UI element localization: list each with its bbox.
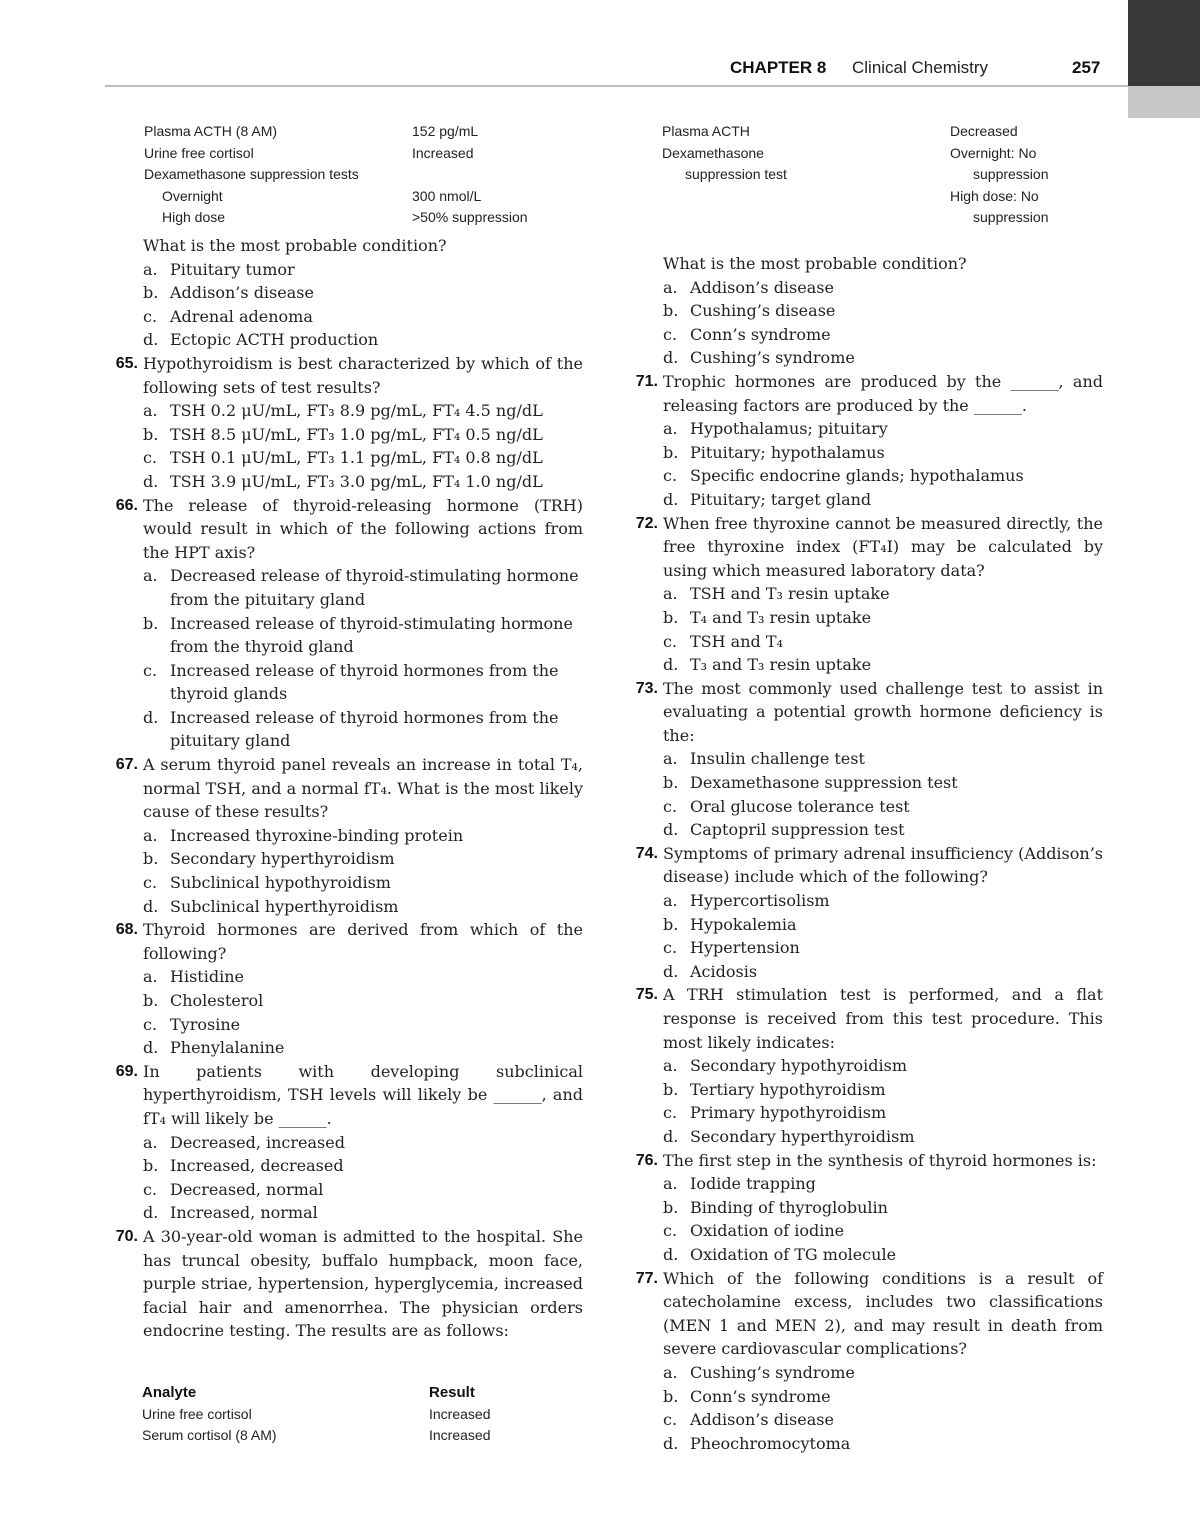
option-text: Pituitary; target gland — [690, 489, 872, 509]
option-text: TSH 0.2 μU/mL, FT₃ 8.9 pg/mL, FT₄ 4.5 ng/dL — [170, 401, 543, 421]
option-text: Conn’s syndrome — [690, 1386, 831, 1406]
question-stem: A serum thyroid panel reveals an increase in total T₄, normal TSH, and a normal fT₄. What is the most likely cause of these results? — [143, 755, 583, 822]
option-letter: b. — [143, 424, 159, 444]
option-letter: c. — [663, 324, 678, 344]
answer-option[interactable] — [143, 1013, 583, 1037]
question-stem: Trophic hormones are produced by the ______, and releasing factors are produced by the ______. — [663, 371, 1103, 415]
answer-option[interactable] — [663, 417, 1103, 441]
option-letter: d. — [143, 330, 159, 350]
answer-option[interactable] — [663, 747, 1103, 771]
answer-option[interactable] — [663, 795, 1103, 819]
table-header: Result — [429, 1384, 475, 1401]
option-letter: d. — [663, 1126, 679, 1146]
option-letter: a. — [663, 419, 678, 439]
answer-option[interactable] — [143, 1201, 583, 1225]
answer-option[interactable] — [143, 305, 583, 329]
option-letter: b. — [663, 301, 679, 321]
lab-table-bottom-left — [142, 1382, 491, 1447]
option-text: Decreased, normal — [170, 1179, 324, 1199]
option-letter: a. — [663, 584, 678, 604]
answer-option[interactable] — [143, 706, 583, 753]
table-cell: Decreased — [950, 123, 1018, 139]
question-stem: What is the most probable condition? — [143, 236, 447, 255]
question-64-continued — [105, 234, 583, 352]
table-cell: Serum cortisol (8 AM) — [142, 1427, 277, 1443]
question-number: 76. — [635, 1151, 658, 1169]
option-text: Increased thyroxine-binding protein — [170, 825, 464, 845]
lab-table-top-left — [144, 121, 528, 229]
option-text: TSH and T₄ — [690, 631, 783, 651]
answer-option[interactable] — [663, 1361, 1103, 1385]
answer-option[interactable] — [143, 612, 583, 659]
table-cell: 152 pg/mL — [412, 123, 479, 139]
answer-option[interactable] — [663, 913, 1103, 937]
option-letter: d. — [143, 471, 159, 491]
option-letter: a. — [663, 749, 678, 769]
option-letter: c. — [663, 1221, 678, 1241]
option-text: Hypercortisolism — [690, 891, 830, 911]
option-letter: c. — [143, 1179, 158, 1199]
answer-option[interactable] — [663, 1172, 1103, 1196]
table-row — [662, 164, 1049, 186]
option-letter: d. — [143, 707, 159, 727]
answer-option[interactable] — [143, 847, 583, 871]
question-stem: Which of the following conditions is a result of catecholamine excess, includes two classifications (MEN 1 and MEN 2), and may result in death from severe cardiovascular complications? — [663, 1268, 1103, 1359]
question-stem: The first step in the synthesis of thyroid hormones is: — [663, 1150, 1097, 1170]
option-text: Tyrosine — [170, 1014, 241, 1034]
option-letter: b. — [143, 1156, 159, 1176]
option-text: Increased release of thyroid-stimulating hormone from the thyroid gland — [170, 613, 573, 657]
option-letter: d. — [663, 820, 679, 840]
option-letter: a. — [143, 566, 158, 586]
question-number: 66. — [115, 496, 138, 514]
question-stem: Hypothyroidism is best characterized by which of the following sets of test results? — [143, 353, 583, 397]
option-text: Pheochromocytoma — [690, 1433, 851, 1453]
table-cell: Urine free cortisol — [144, 144, 254, 161]
answer-option[interactable] — [663, 276, 1103, 300]
answer-option[interactable] — [663, 960, 1103, 984]
answer-option[interactable] — [663, 1385, 1103, 1409]
question-77 — [625, 1267, 1103, 1456]
answer-option[interactable] — [143, 824, 583, 848]
answer-option[interactable] — [143, 965, 583, 989]
option-text: Phenylalanine — [170, 1038, 285, 1058]
option-text: TSH 0.1 μU/mL, FT₃ 1.1 pg/mL, FT₄ 0.8 ng/dL — [170, 448, 543, 468]
question-number: 71. — [635, 372, 658, 390]
option-letter: a. — [143, 967, 158, 987]
table-row — [662, 143, 1037, 165]
option-text: Iodide trapping — [690, 1174, 816, 1194]
option-letter: d. — [663, 961, 679, 981]
table-row — [662, 186, 1039, 208]
option-letter: d. — [143, 1203, 159, 1223]
table-cell: High dose — [162, 209, 226, 225]
right-column — [625, 252, 1103, 1455]
option-letter: d. — [663, 655, 679, 675]
answer-option[interactable] — [663, 1243, 1103, 1267]
answer-option[interactable] — [663, 606, 1103, 630]
question-76 — [625, 1149, 1103, 1267]
answer-option[interactable] — [143, 328, 583, 352]
table-header-row — [142, 1382, 475, 1404]
table-cell: Dexamethasone — [662, 144, 764, 161]
option-text: Ectopic ACTH production — [170, 330, 379, 350]
answer-option[interactable] — [663, 1408, 1103, 1432]
table-cell: Increased — [429, 1405, 491, 1422]
option-text: Cushing’s syndrome — [690, 348, 855, 368]
question-stem: A 30-year-old woman is admitted to the hospital. She has truncal obesity, buffalo humpback, moon face, purple striae, hypertension, hyperglycemia, increased facial hair and amenorrhea. The physician orders endocrine testing. The results are as follows: — [143, 1226, 583, 1341]
table-row — [144, 164, 359, 186]
option-letter: d. — [663, 489, 679, 509]
option-text: Captopril suppression test — [690, 820, 905, 840]
option-text: Pituitary tumor — [170, 259, 295, 279]
option-text: T₃ and T₃ resin uptake — [690, 655, 872, 675]
option-text: Insulin challenge test — [690, 749, 865, 769]
table-cell: 300 nmol/L — [412, 187, 482, 204]
answer-option[interactable] — [663, 1101, 1103, 1125]
answer-option[interactable] — [663, 299, 1103, 323]
option-text: Decreased, increased — [170, 1132, 345, 1152]
question-66 — [105, 494, 583, 754]
answer-option[interactable] — [663, 818, 1103, 842]
answer-option[interactable] — [663, 771, 1103, 795]
option-text: Primary hypothyroidism — [690, 1103, 887, 1123]
option-letter: c. — [663, 1410, 678, 1430]
option-text: Conn’s syndrome — [690, 324, 831, 344]
table-cell: >50% suppression — [412, 209, 528, 225]
question-75 — [625, 983, 1103, 1148]
question-number: 70. — [115, 1227, 138, 1245]
option-letter: d. — [143, 896, 159, 916]
answer-option[interactable] — [663, 630, 1103, 654]
question-stem: The release of thyroid-releasing hormone (TRH) would result in which of the following actions from the HPT axis? — [143, 495, 583, 562]
option-text: Hypertension — [690, 938, 800, 958]
option-text: Oral glucose tolerance test — [690, 796, 910, 816]
option-letter: c. — [663, 796, 678, 816]
question-stem: A TRH stimulation test is performed, and a flat response is received from this test procedure. This most likely indicates: — [663, 985, 1103, 1052]
question-number: 69. — [115, 1062, 138, 1080]
question-70-continued — [625, 252, 1103, 370]
option-letter: b. — [663, 1079, 679, 1099]
table-row — [662, 207, 1049, 229]
header-rule — [105, 85, 1128, 87]
question-number: 74. — [635, 844, 658, 862]
answer-option[interactable] — [663, 889, 1103, 913]
table-cell: suppression — [973, 209, 1049, 225]
lab-table-top-right — [662, 121, 1049, 229]
table-row — [144, 207, 528, 229]
table-row — [142, 1404, 491, 1426]
option-text: Subclinical hypothyroidism — [170, 873, 391, 893]
answer-option[interactable] — [143, 1154, 583, 1178]
question-number: 75. — [635, 986, 658, 1004]
chapter-tab-light — [1128, 86, 1200, 118]
option-text: Tertiary hypothyroidism — [690, 1079, 886, 1099]
chapter-label: CHAPTER 8 — [730, 58, 827, 77]
answer-option[interactable] — [663, 936, 1103, 960]
option-letter: a. — [663, 891, 678, 911]
option-letter: b. — [663, 914, 679, 934]
option-letter: d. — [143, 1038, 159, 1058]
option-letter: d. — [663, 1433, 679, 1453]
option-letter: a. — [143, 401, 158, 421]
option-text: Subclinical hyperthyroidism — [170, 896, 399, 916]
option-letter: a. — [663, 1056, 678, 1076]
option-text: T₄ and T₃ resin uptake — [690, 607, 872, 627]
option-text: Adrenal adenoma — [170, 306, 313, 326]
answer-option[interactable] — [143, 871, 583, 895]
option-text: Pituitary; hypothalamus — [690, 442, 885, 462]
option-letter: b. — [143, 849, 159, 869]
left-column — [105, 234, 583, 1343]
answer-option[interactable] — [663, 1125, 1103, 1149]
option-letter: b. — [143, 991, 159, 1010]
answer-option[interactable] — [143, 281, 583, 305]
question-68 — [105, 918, 583, 1060]
option-letter: c. — [663, 631, 678, 651]
option-text: Oxidation of TG molecule — [690, 1244, 897, 1264]
table-cell: suppression test — [685, 166, 787, 182]
option-letter: b. — [663, 442, 679, 462]
option-text: Secondary hyperthyroidism — [690, 1126, 915, 1146]
table-row — [144, 121, 479, 143]
question-69 — [105, 1060, 583, 1225]
answer-option[interactable] — [663, 582, 1103, 606]
page-number: 257 — [1072, 58, 1101, 77]
answer-option[interactable] — [143, 989, 583, 1013]
table-cell: suppression — [973, 166, 1049, 182]
question-stem: Symptoms of primary adrenal insufficiency (Addison’s disease) include which of the following? — [663, 843, 1103, 887]
option-letter: a. — [143, 1132, 158, 1152]
answer-option[interactable] — [663, 1054, 1103, 1078]
table-header: Analyte — [142, 1384, 197, 1401]
option-letter: b. — [143, 613, 159, 633]
option-letter: c. — [143, 306, 158, 326]
option-text: TSH 8.5 μU/mL, FT₃ 1.0 pg/mL, FT₄ 0.5 ng/dL — [170, 424, 543, 444]
answer-option[interactable] — [143, 1036, 583, 1060]
question-70 — [105, 1225, 583, 1343]
answer-option[interactable] — [663, 346, 1103, 370]
option-letter: b. — [663, 607, 679, 627]
option-text: Cushing’s disease — [690, 301, 836, 321]
option-text: Secondary hyperthyroidism — [170, 849, 395, 869]
answer-option[interactable] — [143, 423, 583, 447]
option-letter: b. — [663, 1197, 679, 1217]
option-text: Cholesterol — [170, 991, 264, 1010]
question-73 — [625, 677, 1103, 842]
answer-option[interactable] — [663, 441, 1103, 465]
option-text: TSH 3.9 μU/mL, FT₃ 3.0 pg/mL, FT₄ 1.0 ng/dL — [170, 471, 543, 491]
option-text: Increased release of thyroid hormones from the pituitary gland — [170, 707, 559, 751]
answer-option[interactable] — [143, 470, 583, 494]
table-cell: Urine free cortisol — [142, 1405, 252, 1422]
option-text: Increased, normal — [170, 1203, 318, 1223]
option-text: Cushing’s syndrome — [690, 1362, 855, 1382]
option-text: Dexamethasone suppression test — [690, 773, 958, 793]
table-row — [144, 186, 482, 208]
option-letter: b. — [663, 1386, 679, 1406]
answer-option[interactable] — [663, 1078, 1103, 1102]
question-stem: Thyroid hormones are derived from which of the following? — [143, 920, 583, 963]
option-text: Histidine — [170, 967, 244, 987]
option-letter: a. — [143, 259, 158, 279]
option-letter: b. — [663, 773, 679, 793]
option-text: Oxidation of iodine — [690, 1221, 845, 1241]
question-71 — [625, 370, 1103, 512]
option-letter: a. — [663, 277, 678, 297]
question-number: 67. — [115, 756, 138, 774]
option-letter: a. — [663, 1174, 678, 1194]
answer-option[interactable] — [663, 488, 1103, 512]
answer-option[interactable] — [663, 1196, 1103, 1220]
table-cell: High dose: No — [950, 187, 1039, 204]
answer-option[interactable] — [143, 1131, 583, 1155]
table-row — [142, 1425, 491, 1447]
option-letter: d. — [663, 1244, 679, 1264]
option-text: Increased, decreased — [170, 1156, 344, 1176]
option-text: Increased release of thyroid hormones from the thyroid glands — [170, 660, 559, 704]
answer-option[interactable] — [143, 659, 583, 706]
answer-option[interactable] — [143, 1178, 583, 1202]
answer-option[interactable] — [663, 1219, 1103, 1243]
answer-option[interactable] — [143, 399, 583, 423]
answer-option[interactable] — [143, 564, 583, 611]
option-letter: a. — [663, 1362, 678, 1382]
option-letter: c. — [663, 1103, 678, 1123]
option-letter: d. — [663, 348, 679, 368]
answer-option[interactable] — [663, 464, 1103, 488]
answer-option[interactable] — [663, 653, 1103, 677]
question-72 — [625, 512, 1103, 677]
table-row — [144, 143, 474, 165]
question-number: 73. — [635, 679, 658, 697]
option-text: Hypothalamus; pituitary — [690, 419, 888, 439]
option-text: Addison’s disease — [690, 277, 834, 297]
answer-option[interactable] — [143, 258, 583, 282]
table-cell: Overnight — [162, 187, 223, 204]
question-number: 77. — [635, 1269, 658, 1287]
question-number: 72. — [635, 514, 658, 532]
option-text: Hypokalemia — [690, 914, 797, 934]
option-text: TSH and T₃ resin uptake — [690, 584, 890, 604]
option-text: Secondary hypothyroidism — [690, 1056, 908, 1076]
option-text: Addison’s disease — [170, 283, 314, 303]
question-74 — [625, 842, 1103, 984]
option-text: Specific endocrine glands; hypothalamus — [690, 466, 1024, 486]
table-cell: Plasma ACTH (8 AM) — [144, 123, 278, 139]
question-65 — [105, 352, 583, 494]
option-letter: c. — [143, 660, 158, 680]
option-text: Acidosis — [690, 961, 758, 981]
answer-option[interactable] — [663, 1432, 1103, 1456]
answer-option[interactable] — [143, 446, 583, 470]
answer-option[interactable] — [663, 323, 1103, 347]
table-row — [662, 121, 1018, 143]
table-cell: Dexamethasone suppression tests — [144, 166, 359, 182]
answer-option[interactable] — [143, 895, 583, 919]
question-stem: In patients with developing subclinical hyperthyroidism, TSH levels will likely be ______, and fT₄ will likely be ______. — [143, 1061, 583, 1128]
table-cell: Increased — [412, 144, 474, 161]
option-text: Binding of thyroglobulin — [690, 1197, 888, 1217]
option-letter: b. — [143, 283, 159, 303]
option-letter: c. — [143, 1014, 158, 1034]
question-67 — [105, 753, 583, 918]
chapter-tab-dark — [1128, 0, 1200, 86]
option-letter: c. — [663, 938, 678, 958]
question-stem: The most commonly used challenge test to assist in evaluating a potential growth hormone deficiency is the: — [663, 678, 1103, 745]
table-cell: Plasma ACTH — [662, 123, 750, 139]
question-number: 68. — [115, 921, 138, 939]
option-letter: c. — [663, 466, 678, 486]
table-cell: Overnight: No — [950, 144, 1037, 161]
option-letter: c. — [143, 448, 158, 468]
option-text: Decreased release of thyroid-stimulating hormone from the pituitary gland — [170, 566, 579, 609]
question-number: 65. — [115, 354, 138, 372]
option-text: Addison’s disease — [690, 1410, 834, 1430]
question-stem: What is the most probable condition? — [663, 254, 967, 273]
chapter-title: Clinical Chemistry — [852, 58, 989, 77]
option-letter: a. — [143, 825, 158, 845]
table-cell: Increased — [429, 1427, 491, 1443]
option-letter: c. — [143, 873, 158, 893]
question-stem: When free thyroxine cannot be measured directly, the free thyroxine index (FT₄I) may be calculated by using which measured laboratory data? — [663, 513, 1103, 580]
